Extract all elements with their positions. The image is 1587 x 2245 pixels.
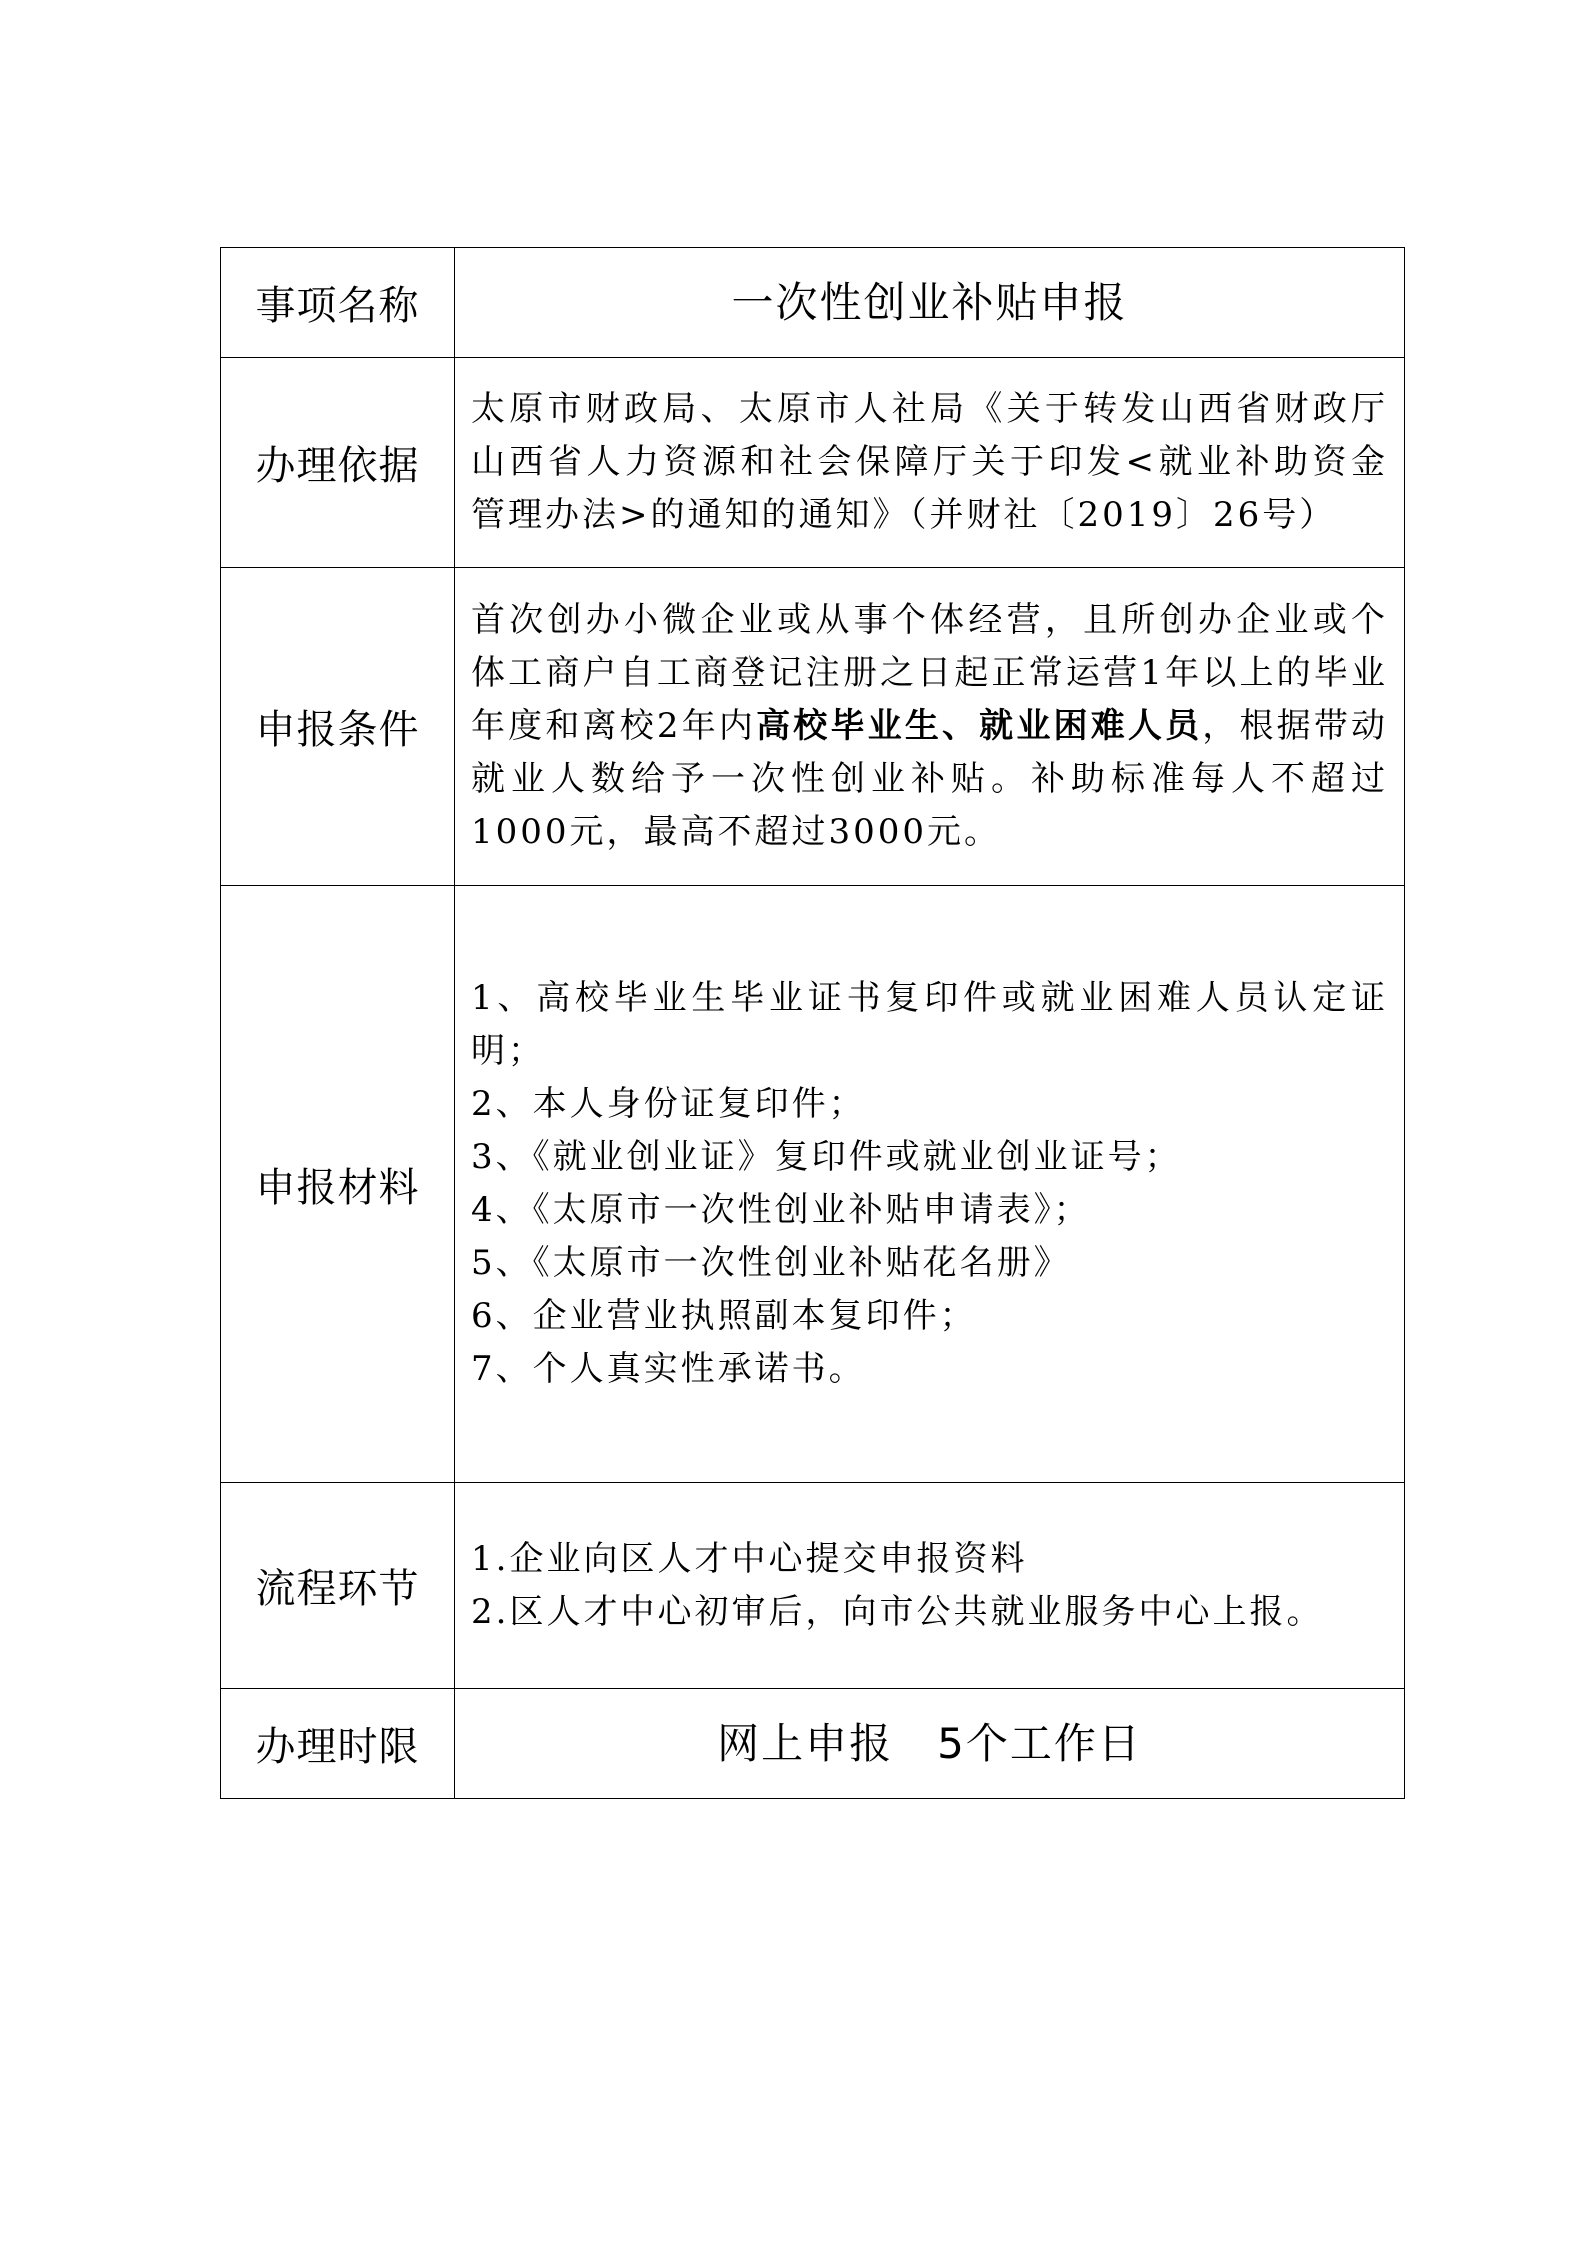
material-item: 1、高校毕业生毕业证书复印件或就业困难人员认定证明；	[471, 978, 1388, 1071]
process-label: 流程环节	[221, 1483, 455, 1689]
process-steps	[455, 1483, 1405, 1689]
time-limit-label: 办理时限	[221, 1689, 455, 1799]
material-item: 6、企业营业执照副本复印件；	[471, 1296, 977, 1336]
materials-list	[455, 886, 1405, 1483]
row-materials	[221, 886, 1405, 1483]
row-legal-basis	[221, 358, 1405, 568]
row-item-name	[221, 248, 1405, 358]
conditions-text-bold: 高校毕业生、就业困难人员	[756, 706, 1203, 746]
conditions-value	[455, 568, 1405, 886]
row-process	[221, 1483, 1405, 1689]
row-time-limit	[221, 1689, 1405, 1799]
time-limit-value	[455, 1689, 1405, 1799]
conditions-text-after: ，根据带动就业人数给予一次性创业补贴。补助标准每人不超过1000元，最高不超过3000元。	[471, 706, 1389, 852]
legal-basis-label: 办理依据	[221, 358, 455, 568]
process-step: 2.区人才中心初审后，向市公共就业服务中心上报。	[471, 1591, 1324, 1632]
material-item: 5、《太原市一次性创业补贴花名册》	[471, 1243, 1071, 1283]
time-limit-days: 5个工作日	[937, 1719, 1142, 1768]
material-item: 2、本人身份证复印件；	[471, 1084, 866, 1124]
material-item: 4、《太原市一次性创业补贴申请表》；	[471, 1190, 1091, 1230]
time-limit-method: 网上申报	[717, 1719, 894, 1768]
process-step: 1.企业向区人才中心提交申报资料	[471, 1538, 1028, 1579]
conditions-text-before: 首次创办小微企业或从事个体经营，且所创办企业或个体工商户自工商登记注册之日起正常运营1年以上的毕业年度和离校2年内	[471, 600, 1388, 746]
material-item: 7、个人真实性承诺书。	[471, 1349, 866, 1389]
item-name-label: 事项名称	[221, 248, 455, 358]
row-conditions	[221, 568, 1405, 886]
legal-basis-value: 太原市财政局、太原市人社局《关于转发山西省财政厅 山西省人力资源和社会保障厅关于印发<就业补助资金管理办法>的通知的通知》（并财社〔2019〕26号）	[455, 358, 1405, 568]
materials-label: 申报材料	[221, 886, 455, 1483]
service-item-table	[220, 247, 1405, 1799]
material-item: 3、《就业创业证》复印件或就业创业证号；	[471, 1137, 1182, 1177]
conditions-label: 申报条件	[221, 568, 455, 886]
item-name-value: 一次性创业补贴申报	[455, 248, 1405, 358]
